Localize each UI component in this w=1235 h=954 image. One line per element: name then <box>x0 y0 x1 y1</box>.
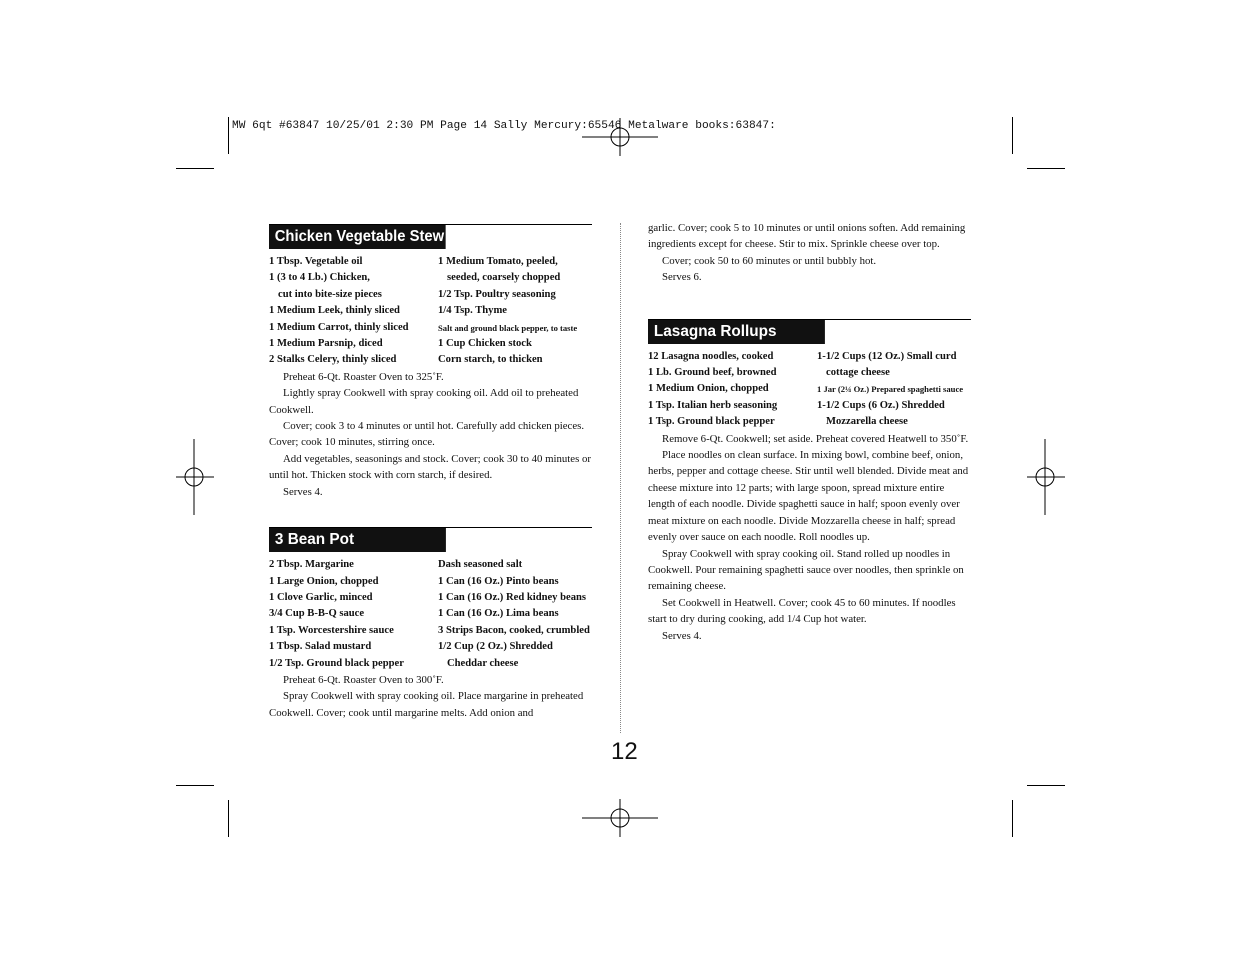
ingredient: 1 Can (16 Oz.) Red kidney beans <box>438 591 587 603</box>
column-divider <box>620 223 621 733</box>
ingredient: 2 Stalks Celery, thinly sliced <box>269 354 397 366</box>
instruction-step: Preheat 6-Qt. Roaster Oven to 325˚F. <box>283 370 444 383</box>
instruction-step: Serves 4. <box>662 629 702 642</box>
instruction-step: Serves 4. <box>283 485 323 498</box>
recipe-3-bean-pot <box>269 527 592 721</box>
ingredient: 2 Tbsp. Margarine <box>269 559 354 571</box>
recipe-title-bar <box>648 319 971 345</box>
registration-mark-right-icon <box>1027 439 1065 515</box>
ingredient: 1 Tsp. Worcestershire sauce <box>269 624 394 636</box>
ingredient: 1 Jar (2¼ Oz.) Prepared spaghetti sauce <box>817 384 964 395</box>
crop-mark-top-right-horizontal <box>1027 168 1065 169</box>
recipe-3-bean-pot-continued <box>648 220 971 286</box>
crop-mark-bottom-left-vertical <box>228 800 229 837</box>
ingredient: 1/2 Tsp. Poultry seasoning <box>438 288 556 300</box>
instruction-step: Place noodles on clean surface. In mixing bowl, combine beef, onion, herbs, pepper and cottage cheese. Stir until well blended. Divide meat and cheese mixture into 12 parts; with large spoon, spread mixture entire length of each noodle. Divide spaghetti sauce in half; spoon evenly over meat mixture on each noodle. Divide Mozzarella cheese in half; spread evenly over sauce on each noodle. Roll noodles up. <box>648 449 969 544</box>
recipe-title-bar <box>269 527 592 553</box>
ingredient: 3/4 Cup B-B-Q sauce <box>269 608 365 620</box>
registration-mark-top-icon <box>582 118 658 156</box>
registration-mark-left-icon <box>176 439 214 515</box>
ingredient-list <box>269 557 592 672</box>
ingredient: 1-1/2 Cups (6 Oz.) Shredded <box>817 399 945 411</box>
instruction-step: Spray Cookwell with spray cooking oil. Stand rolled up noodles in Cookwell. Pour remaining spaghetti sauce over noodles, then sprinkle on remaining cheese. <box>648 547 964 593</box>
ingredient: Mozzarella cheese <box>826 416 908 428</box>
ingredient: 1/4 Tsp. Thyme <box>438 305 507 317</box>
ingredient: 1 Tbsp. Vegetable oil <box>269 256 363 267</box>
ingredient: 1 Clove Garlic, minced <box>269 591 373 603</box>
recipe-title: 3 Bean Pot <box>269 528 446 552</box>
ingredient-list <box>648 349 971 431</box>
recipe-chicken-vegetable-stew <box>269 224 592 500</box>
ingredient: 1 Medium Leek, thinly sliced <box>269 305 400 317</box>
left-column <box>269 224 592 721</box>
page-number: 12 <box>611 738 638 765</box>
instruction-step: Lightly spray Cookwell with spray cooking oil. Add oil to preheated Cookwell. <box>269 387 579 416</box>
printer-slug-line: MW 6qt #63847 10/25/01 2:30 PM Page 14 Sally Mercury:65546 Metalware books:63847: <box>232 120 776 132</box>
instruction-step: Spray Cookwell with spray cooking oil. Place margarine in preheated Cookwell. Cover; cook until margarine melts. Add onion and <box>269 690 584 719</box>
ingredient: 1 Can (16 Oz.) Pinto beans <box>438 575 559 587</box>
ingredient: 12 Lasagna noodles, cooked <box>648 350 774 362</box>
ingredient: Dash seasoned salt <box>438 559 523 571</box>
ingredient: 1 Medium Carrot, thinly sliced <box>269 321 409 333</box>
ingredient: 1 Medium Onion, chopped <box>648 383 769 395</box>
recipe-title-bar <box>269 224 592 250</box>
crop-mark-bottom-left-horizontal <box>176 785 214 786</box>
ingredient: 1-1/2 Cups (12 Oz.) Small curd <box>817 350 957 362</box>
ingredient: 3 Strips Bacon, cooked, crumbled <box>438 624 590 636</box>
ingredient: Salt and ground black pepper, to taste <box>438 322 578 333</box>
instruction-step: Set Cookwell in Heatwell. Cover; cook 45 to 60 minutes. If noodles start to dry during cooking, add 1/4 Cup hot water. <box>648 596 956 626</box>
instruction-step: Add vegetables, seasonings and stock. Cover; cook 30 to 40 minutes or until hot. Thicken stock with corn starch, if desired. <box>269 452 591 482</box>
crop-mark-bottom-right-horizontal <box>1027 785 1065 786</box>
right-column <box>648 220 971 644</box>
crop-mark-top-left-vertical <box>228 117 229 154</box>
instruction-step: Remove 6-Qt. Cookwell; set aside. Preheat covered Heatwell to 350˚F. <box>662 432 969 445</box>
ingredient: 1/2 Cup (2 Oz.) Shredded <box>438 641 553 653</box>
ingredient: 1/2 Tsp. Ground black pepper <box>269 657 404 669</box>
instruction-step: garlic. Cover; cook 5 to 10 minutes or until onions soften. Add remaining ingredients except for cheese. Stir to mix. Sprinkle cheese over top. <box>648 222 966 251</box>
crop-mark-top-right-vertical <box>1012 117 1013 154</box>
ingredient: Cheddar cheese <box>447 657 519 669</box>
crop-mark-bottom-right-vertical <box>1012 800 1013 837</box>
registration-mark-bottom-icon <box>582 799 658 837</box>
ingredient: 1 Lb. Ground beef, browned <box>648 367 777 379</box>
ingredient: 1 Can (16 Oz.) Lima beans <box>438 608 559 620</box>
instruction-step: Preheat 6-Qt. Roaster Oven to 300˚F. <box>283 673 444 686</box>
ingredient: cottage cheese <box>826 367 890 379</box>
ingredient: 1 (3 to 4 Lb.) Chicken, <box>269 272 370 284</box>
ingredient: 1 Cup Chicken stock <box>438 338 532 350</box>
ingredient: cut into bite-size pieces <box>278 288 382 300</box>
instruction-step: Serves 6. <box>662 271 702 284</box>
ingredient: 1 Tsp. Italian herb seasoning <box>648 399 778 411</box>
instruction-step: Cover; cook 50 to 60 minutes or until bubbly hot. <box>662 254 877 267</box>
ingredient: 1 Large Onion, chopped <box>269 575 379 587</box>
crop-mark-top-left-horizontal <box>176 168 214 169</box>
recipe-lasagna-rollups <box>648 319 971 644</box>
ingredient: seeded, coarsely chopped <box>447 272 561 284</box>
ingredient: 1 Tsp. Ground black pepper <box>648 416 775 428</box>
ingredient: Corn starch, to thicken <box>438 354 543 366</box>
ingredient: 1 Tbsp. Salad mustard <box>269 641 372 653</box>
ingredient: 1 Medium Parsnip, diced <box>269 338 383 350</box>
ingredient: 1 Medium Tomato, peeled, <box>438 256 558 267</box>
recipe-title: Chicken Vegetable Stew <box>269 225 446 249</box>
recipe-title: Lasagna Rollups <box>648 320 825 344</box>
instruction-step: Cover; cook 3 to 4 minutes or until hot. Carefully add chicken pieces. Cover; cook 10 minutes, stirring once. <box>269 420 585 449</box>
ingredient-list <box>269 254 592 369</box>
